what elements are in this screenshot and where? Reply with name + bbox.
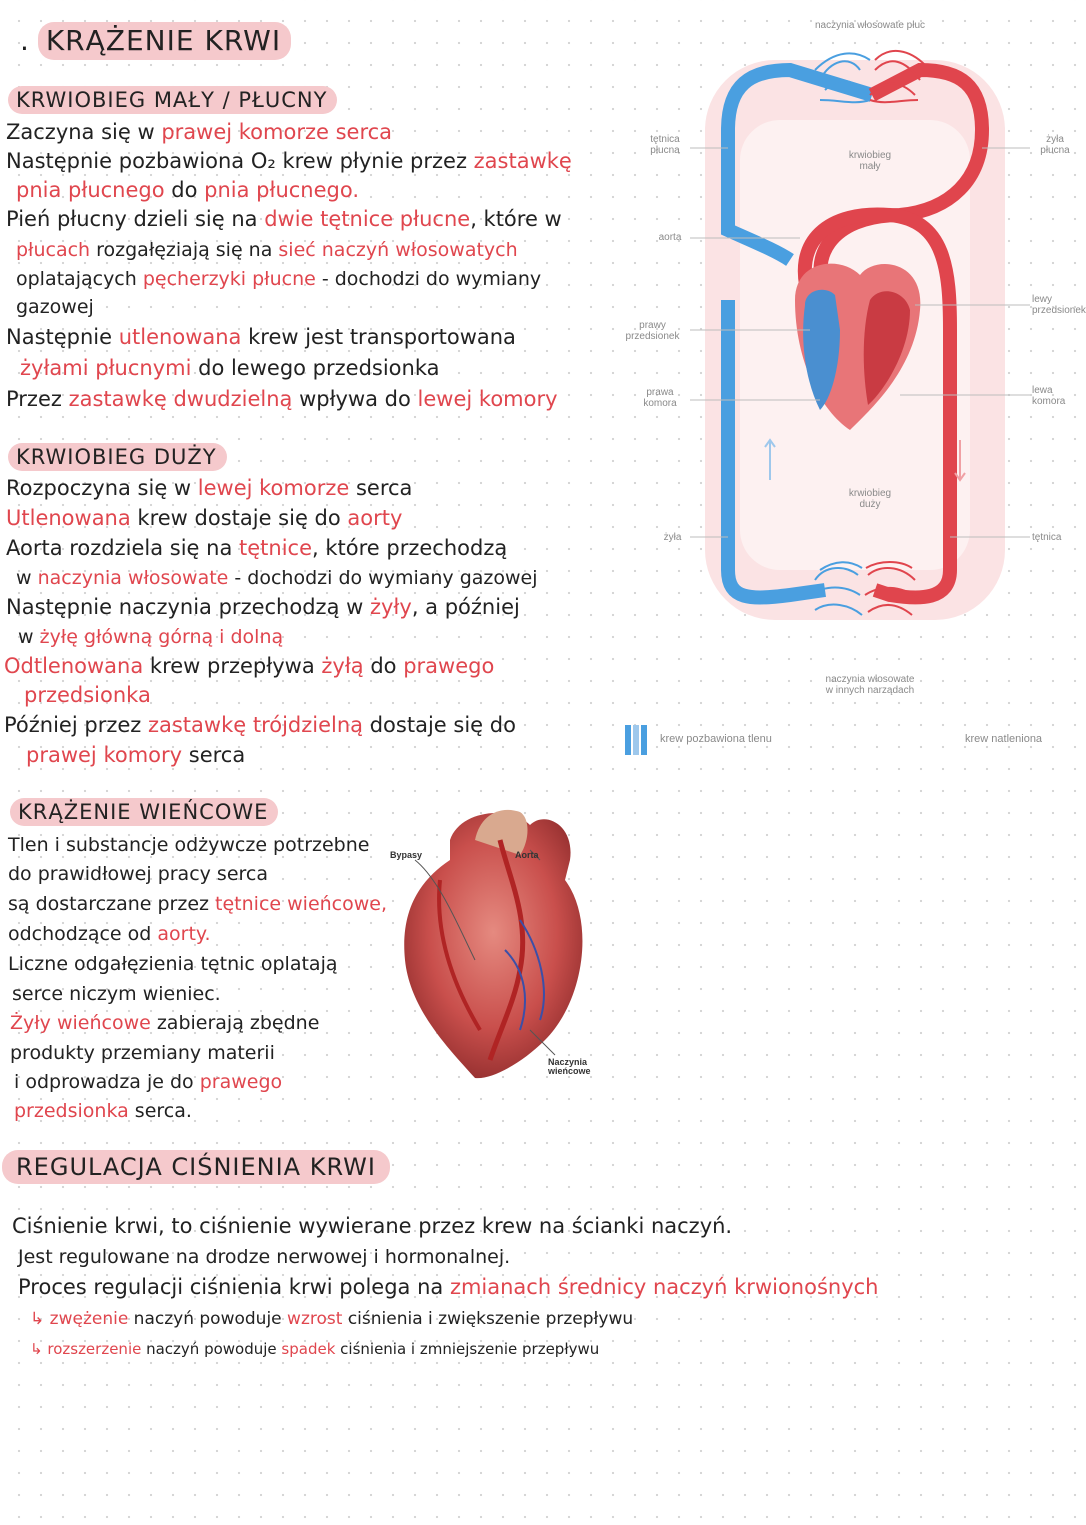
label-bypass: Bypasy	[390, 850, 423, 860]
title-bullet: .	[20, 24, 29, 57]
text-line: Następnie pozbawiona O₂ krew płynie przez zastawkę	[6, 149, 572, 173]
label-aorta: aorta	[658, 232, 682, 243]
arrow-icon: ↳	[30, 1309, 45, 1329]
heart-coronary-drawing	[380, 800, 610, 1100]
text-line: prawej komory serca	[26, 743, 246, 767]
heading-text: KRĄŻENIE WIEŃCOWE	[10, 798, 278, 826]
label-left-atrium: lewy przedsionek	[1032, 294, 1086, 316]
legend-oxygenated: krew natleniona	[965, 733, 1043, 745]
label-coronary-vessels: Naczynia wieńcowe	[548, 1057, 591, 1076]
text-line: Przez zastawkę dwudzielną wpływa do lewej komory	[6, 387, 558, 411]
text-line: pnia płucnego do pnia płucnego.	[16, 178, 360, 202]
label-aorta: Aorta	[515, 850, 539, 860]
text-line: Tlen i substancje odżywcze potrzebne	[8, 834, 370, 856]
text-line: gazowej	[16, 296, 94, 318]
text-line: Aorta rozdziela się na tętnice, które przechodzą	[6, 536, 508, 560]
text-line: Żyły wieńcowe zabierają zbędne	[10, 1012, 320, 1034]
label-right-atrium: prawy przedsionek	[625, 320, 680, 342]
text-line: Odtlenowana krew przepływa żyłą do prawego	[4, 654, 495, 678]
text-line: w żyłę główną górną i dolną	[18, 626, 284, 648]
text-line: odchodzące od aorty.	[8, 923, 211, 945]
text-line: oplatających pęcherzyki płucne - dochodzi do wymiany	[16, 268, 542, 290]
label-small-circulation: krwiobieg mały	[848, 150, 892, 172]
text-line: Rozpoczyna się w lewej komorze serca	[6, 476, 413, 500]
circulation-diagram	[600, 0, 1086, 790]
text-line: Jest regulowane na drodze nerwowej i hormonalnej.	[18, 1246, 511, 1268]
text-line: przedsionka serca.	[14, 1100, 192, 1122]
text-line: Następnie utlenowana krew jest transportowana	[6, 325, 516, 349]
text-line: płucach rozgałęziają się na sieć naczyń włosowatych	[16, 239, 518, 261]
text-line: Liczne odgałęzienia tętnic oplatają	[8, 953, 338, 975]
text-line: Proces regulacji ciśnienia krwi polega na zmianach średnicy naczyń krwionośnych	[18, 1275, 879, 1299]
label-left-ventricle: lewa komora	[1032, 385, 1066, 407]
label-body-capillaries: naczynia włosowate w innych narządach	[825, 674, 915, 696]
text-line: są dostarczane przez tętnice wieńcowe,	[8, 893, 388, 915]
text-line: ↳ zwężenie naczyń powoduje wzrost ciśnienia i zwiększenie przepływu	[30, 1309, 634, 1329]
label-right-ventricle: prawa komora	[643, 387, 677, 409]
heading-text: KRWIOBIEG MAŁY / PŁUCNY	[8, 86, 337, 114]
section-heading-large-circulation	[8, 443, 227, 471]
text-line: Ciśnienie krwi, to ciśnienie wywierane przez krew na ścianki naczyń.	[12, 1214, 733, 1238]
heading-text: KRWIOBIEG DUŻY	[8, 443, 227, 471]
heading-text: REGULACJA CIŚNIENIA KRWI	[2, 1150, 390, 1184]
text-line: do prawidłowej pracy serca	[8, 863, 269, 885]
label-large-circulation: krwiobieg duży	[848, 488, 892, 510]
label-vein: żyła	[663, 532, 682, 543]
text-line: Pień płucny dzieli się na dwie tętnice płucne, które w	[6, 207, 562, 231]
text-line: Utlenowana krew dostaje się do aorty	[6, 506, 403, 530]
label-pulmonary-vein: żyła płucna	[1040, 134, 1070, 156]
page-title	[20, 22, 291, 60]
label-lung-capillaries: naczynia włosowate płuc	[814, 20, 926, 31]
text-line: produkty przemiany materii	[10, 1042, 275, 1064]
legend-deoxygenated: krew pozbawiona tlenu	[660, 733, 772, 745]
text-line: Później przez zastawkę trójdzielną dostaje się do	[4, 713, 516, 737]
label-pulmonary-artery: tętnica płucna	[650, 134, 680, 156]
text-line: Zaczyna się w prawej komorze serca	[6, 120, 393, 144]
label-artery: tętnica	[1032, 532, 1062, 543]
text-line: w naczynia włosowate - dochodzi do wymiany gazowej	[16, 567, 538, 589]
section-heading-small-circulation	[8, 86, 337, 114]
text-line: przedsionka	[24, 683, 151, 707]
section-heading-pressure	[2, 1150, 390, 1184]
page-title-text: KRĄŻENIE KRWI	[38, 22, 291, 60]
text-line: Następnie naczynia przechodzą w żyły, a później	[6, 595, 520, 619]
section-heading-coronary	[10, 798, 278, 826]
text-line: ↳ rozszerzenie naczyń powoduje spadek ciśnienia i zmniejszenie przepływu	[30, 1340, 600, 1358]
text-line: i odprowadza je do prawego	[14, 1071, 283, 1093]
text-line: serce niczym wieniec.	[12, 983, 221, 1005]
text-line: żyłami płucnymi do lewego przedsionka	[20, 356, 440, 380]
arrow-icon: ↳	[30, 1340, 43, 1358]
heart-coronary-illustration	[380, 800, 610, 1100]
